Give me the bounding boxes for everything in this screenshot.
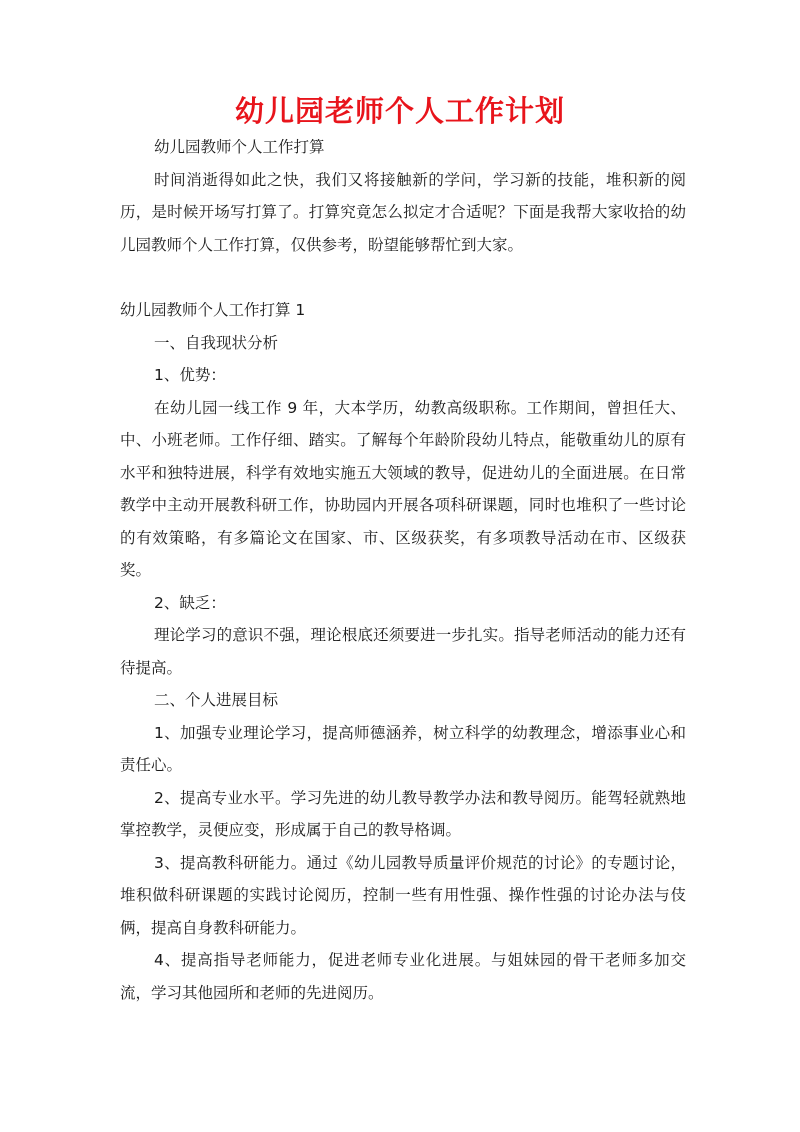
strengths-paragraph: 在幼儿园一线工作 9 年，大本学历，幼教高级职称。工作期间，曾担任大、中、小班老师。工作仔细、踏实。了解每个年龄阶段幼儿特点，能敬重幼儿的原有水平和独特进展，科学有效地实施五大领域的教导，促进幼儿的全面进展。在日常教学中主动开展教科研工作，协助园内开展各项科研课题，同时也堆积了一些讨论的有效策略，有多篇论文在国家、市、区级获奖，有多项教导活动在市、区级获奖。 [120,398,686,579]
subtitle-paragraph: 幼儿园教师个人工作打算 [154,138,325,156]
document-title: 幼儿园老师个人工作计划 [234,94,565,128]
goal-item-2: 2、提高专业水平。学习先进的幼儿教导教学办法和教导阅历。能驾轻就熟地掌控教学，灵便应变，形成属于自己的教导格调。 [120,788,686,839]
weaknesses-paragraph: 理论学习的意识不强，理论根底还须要进一步扎实。指导老师活动的能力还有待提高。 [120,626,686,677]
goal-item-3: 3、提高教科研能力。通过《幼儿园教导质量评价规范的讨论》的专题讨论，堆积做科研课题的实践讨论阅历，控制一些有用性强、操作性强的讨论办法与伎俩，提高自身教科研能力。 [120,853,686,937]
heading-weaknesses: 2、缺乏： [154,593,226,612]
heading-self-analysis: 一、自我现状分析 [154,333,279,352]
heading-strengths: 1、优势： [154,366,226,384]
goal-item-4: 4、提高指导老师能力，促进老师专业化进展。与姐妹园的骨干老师多加交流，学习其他园所和老师的先进阅历。 [120,951,686,1002]
intro-paragraph: 时间消逝得如此之快，我们又将接触新的学问，学习新的技能，堆积新的阅历，是时候开场写打算了。打算究竟怎么拟定才合适呢？下面是我帮大家收拾的幼儿园教师个人工作打算，仅供参考，盼望能够帮忙到大家。 [120,170,686,254]
heading-goals: 二、个人进展目标 [154,691,279,709]
section-heading: 幼儿园教师个人工作打算 1 [120,301,306,319]
paragraph-spacer [120,261,686,294]
goal-item-1: 1、加强专业理论学习，提高师德涵养，树立科学的幼教理念，增添事业心和责任心。 [120,723,686,774]
document-body [120,131,686,1009]
